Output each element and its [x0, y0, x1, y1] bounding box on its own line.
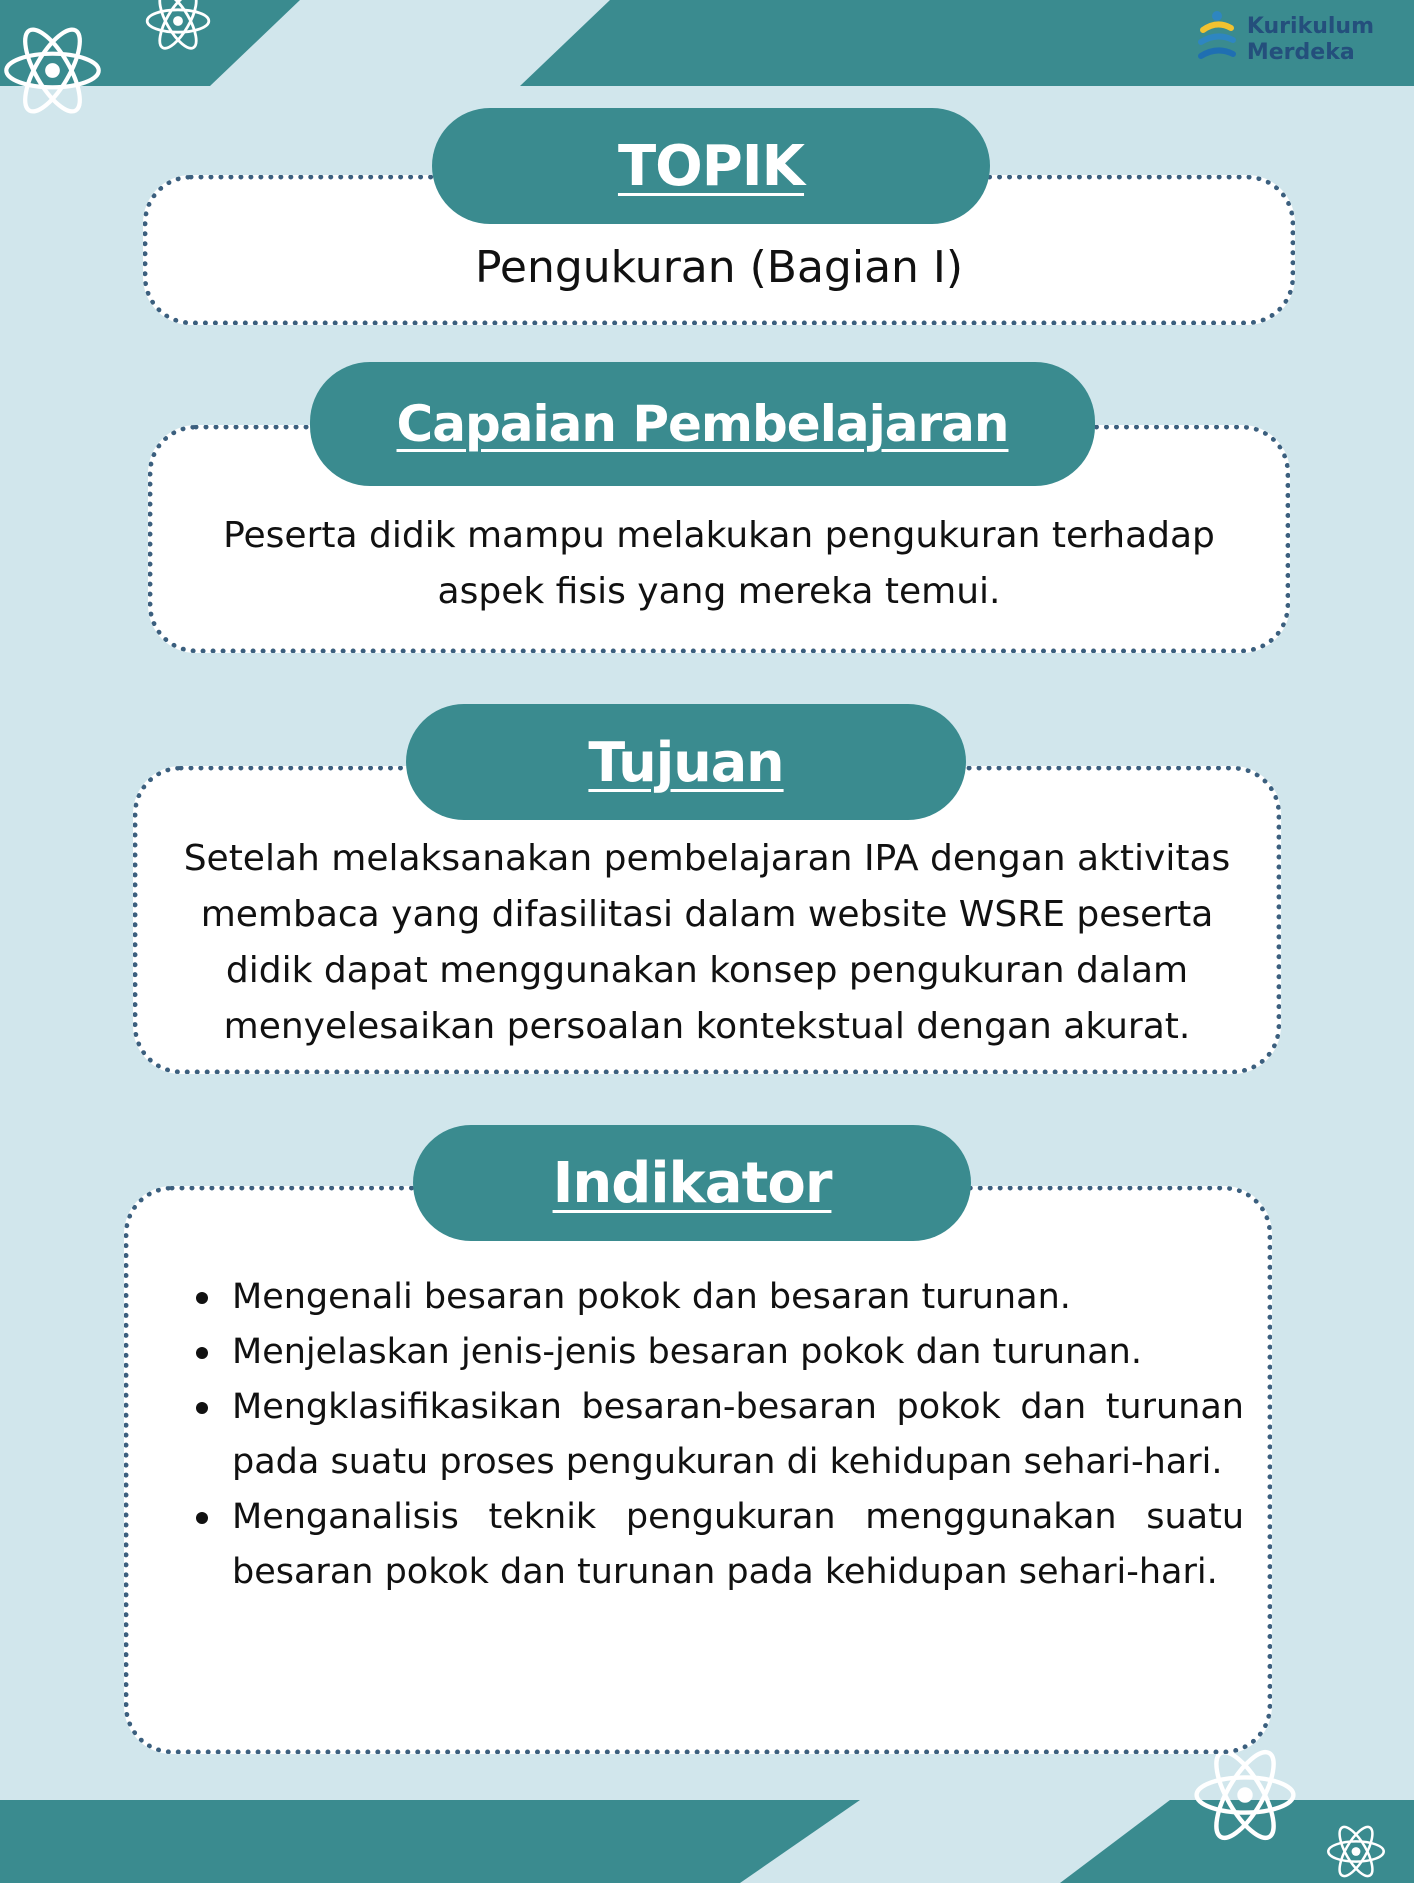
kurikulum-merdeka-logo: [1195, 10, 1374, 70]
capaian-title: Capaian Pembelajaran: [396, 395, 1009, 453]
indikator-heading: [413, 1125, 971, 1241]
tujuan-title: Tujuan: [588, 730, 784, 794]
tujuan-heading: [406, 704, 966, 820]
list-item: Menganalisis teknik pengukuran menggunakan suatu besaran pokok dan turunan pada kehidupan sehari-hari.: [232, 1490, 1244, 1600]
tujuan-line-4: menyelesaikan persoalan kontekstual dengan akurat.: [223, 1006, 1191, 1047]
list-item: Mengenali besaran pokok dan besaran turunan.: [232, 1270, 1244, 1325]
capaian-line-1: Peserta didik mampu melakukan pengukuran terhadap: [223, 515, 1215, 556]
atom-icon: [1190, 1740, 1300, 1854]
tujuan-line-2: membaca yang difasilitasi dalam website WSRE peserta: [200, 894, 1214, 935]
kurikulum-merdeka-logo-icon: [1195, 10, 1239, 70]
indikator-list: [232, 1270, 1244, 1600]
topik-title: TOPIK: [617, 133, 805, 199]
capaian-heading: [310, 362, 1095, 486]
list-item: Mengklasifikasikan besaran-besaran pokok dan turunan pada suatu proses pengukuran di kehidupan sehari-hari.: [232, 1380, 1244, 1490]
topik-text: Pengukuran (Bagian I): [474, 242, 964, 293]
indikator-title: Indikator: [552, 1150, 832, 1216]
atom-icon: [1306, 1820, 1406, 1883]
atom-icon: [0, 18, 105, 127]
tujuan-line-3: didik dapat menggunakan konsep pengukuran dalam: [225, 950, 1189, 991]
logo-line-1: Kurikulum: [1246, 14, 1374, 39]
atom-icon: [128, 0, 228, 60]
tujuan-text: [133, 831, 1281, 1055]
logo-line-2: Merdeka: [1246, 40, 1355, 65]
topik-heading: [432, 108, 990, 224]
tujuan-line-1: Setelah melaksanakan pembelajaran IPA dengan aktivitas: [183, 838, 1231, 879]
list-item: Menjelaskan jenis-jenis besaran pokok dan turunan.: [232, 1325, 1244, 1380]
capaian-line-2: aspek fisis yang mereka temui.: [437, 571, 1001, 612]
capaian-text: [148, 508, 1290, 620]
